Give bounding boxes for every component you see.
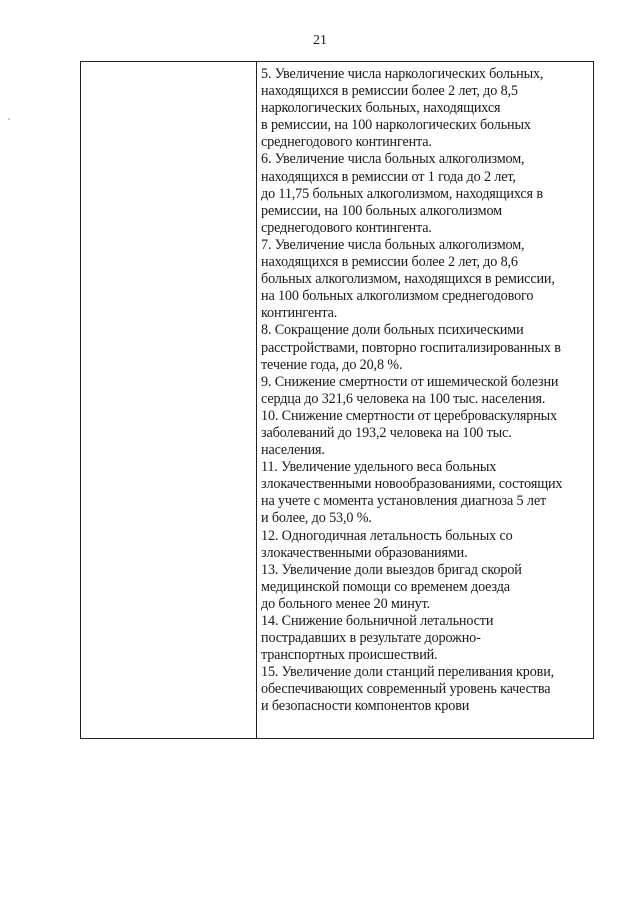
column-divider [256, 62, 257, 738]
text-line: 5. Увеличение числа наркологических больных, [261, 66, 544, 82]
text-line: находящихся в ремиссии более 2 лет, до 8,5 [261, 83, 518, 100]
text-line: 13. Увеличение доли выездов бригад скорой [261, 561, 522, 578]
text-line: транспортных происшествий. [261, 647, 438, 664]
table-right-cell [261, 66, 593, 716]
text-line: находящихся в ремиссии более 2 лет, до 8,6 [261, 254, 518, 271]
text-line: ремиссии, на 100 больных алкоголизмом [261, 202, 502, 219]
text-line: 12. Одногодичная летальность больных со [261, 527, 513, 544]
page-number: 21 [313, 33, 327, 48]
text-line: 14. Снижение больничной летальности [261, 613, 494, 629]
text-line: обеспечивающих современный уровень качества [261, 681, 551, 698]
text-line: 9. Снижение смертности от ишемической болезни [261, 373, 559, 390]
text-line: наркологических больных, находящихся [261, 100, 501, 117]
text-line: 6. Увеличение числа больных алкоголизмом, [261, 151, 525, 168]
text-line: больных алкоголизмом, находящихся в ремиссии, [261, 271, 555, 288]
text-line: до больного менее 20 минут. [261, 595, 430, 612]
text-line: 10. Снижение смертности от цереброваскулярных [261, 407, 558, 424]
text-line: медицинской помощи со временем доезда [261, 578, 510, 595]
text-line: течение года, до 20,8 %. [261, 356, 403, 373]
text-line: злокачественными новообразованиями, состоящих [261, 476, 563, 493]
text-line: на учете с момента установления диагноза 5 лет [261, 493, 547, 510]
text-line: сердца до 321,6 человека на 100 тыс. населения. [261, 390, 546, 407]
text-line: расстройствами, повторно госпитализированных в [261, 339, 561, 356]
text-line: среднегодового контингента. [261, 134, 432, 151]
text-line: пострадавших в результате дорожно- [261, 630, 481, 647]
text-line: 15. Увеличение доли станций переливания крови, [261, 664, 555, 681]
text-line: среднегодового контингента. [261, 219, 432, 236]
text-line: 8. Сокращение доли больных психическими [261, 322, 524, 339]
text-line: находящихся в ремиссии от 1 года до 2 лет, [261, 168, 516, 185]
text-line: контингента. [261, 305, 338, 322]
text-line: в ремиссии, на 100 наркологических больных [261, 117, 531, 134]
text-line: населения. [261, 442, 325, 459]
document-table [80, 61, 594, 739]
text-line: 11. Увеличение удельного веса больных [261, 459, 497, 476]
text-line: и более, до 53,0 %. [261, 510, 372, 527]
text-line: злокачественными образованиями. [261, 544, 468, 561]
table-left-cell [81, 62, 256, 738]
text-line: 7. Увеличение числа больных алкоголизмом, [261, 236, 525, 253]
text-line: заболеваний до 193,2 человека на 100 тыс. [261, 424, 512, 441]
text-line: на 100 больных алкоголизмом среднегодового [261, 288, 534, 305]
margin-mark [8, 118, 10, 120]
text-line: и безопасности компонентов крови [261, 698, 470, 715]
text-line: до 11,75 больных алкоголизмом, находящихся в [261, 185, 543, 202]
